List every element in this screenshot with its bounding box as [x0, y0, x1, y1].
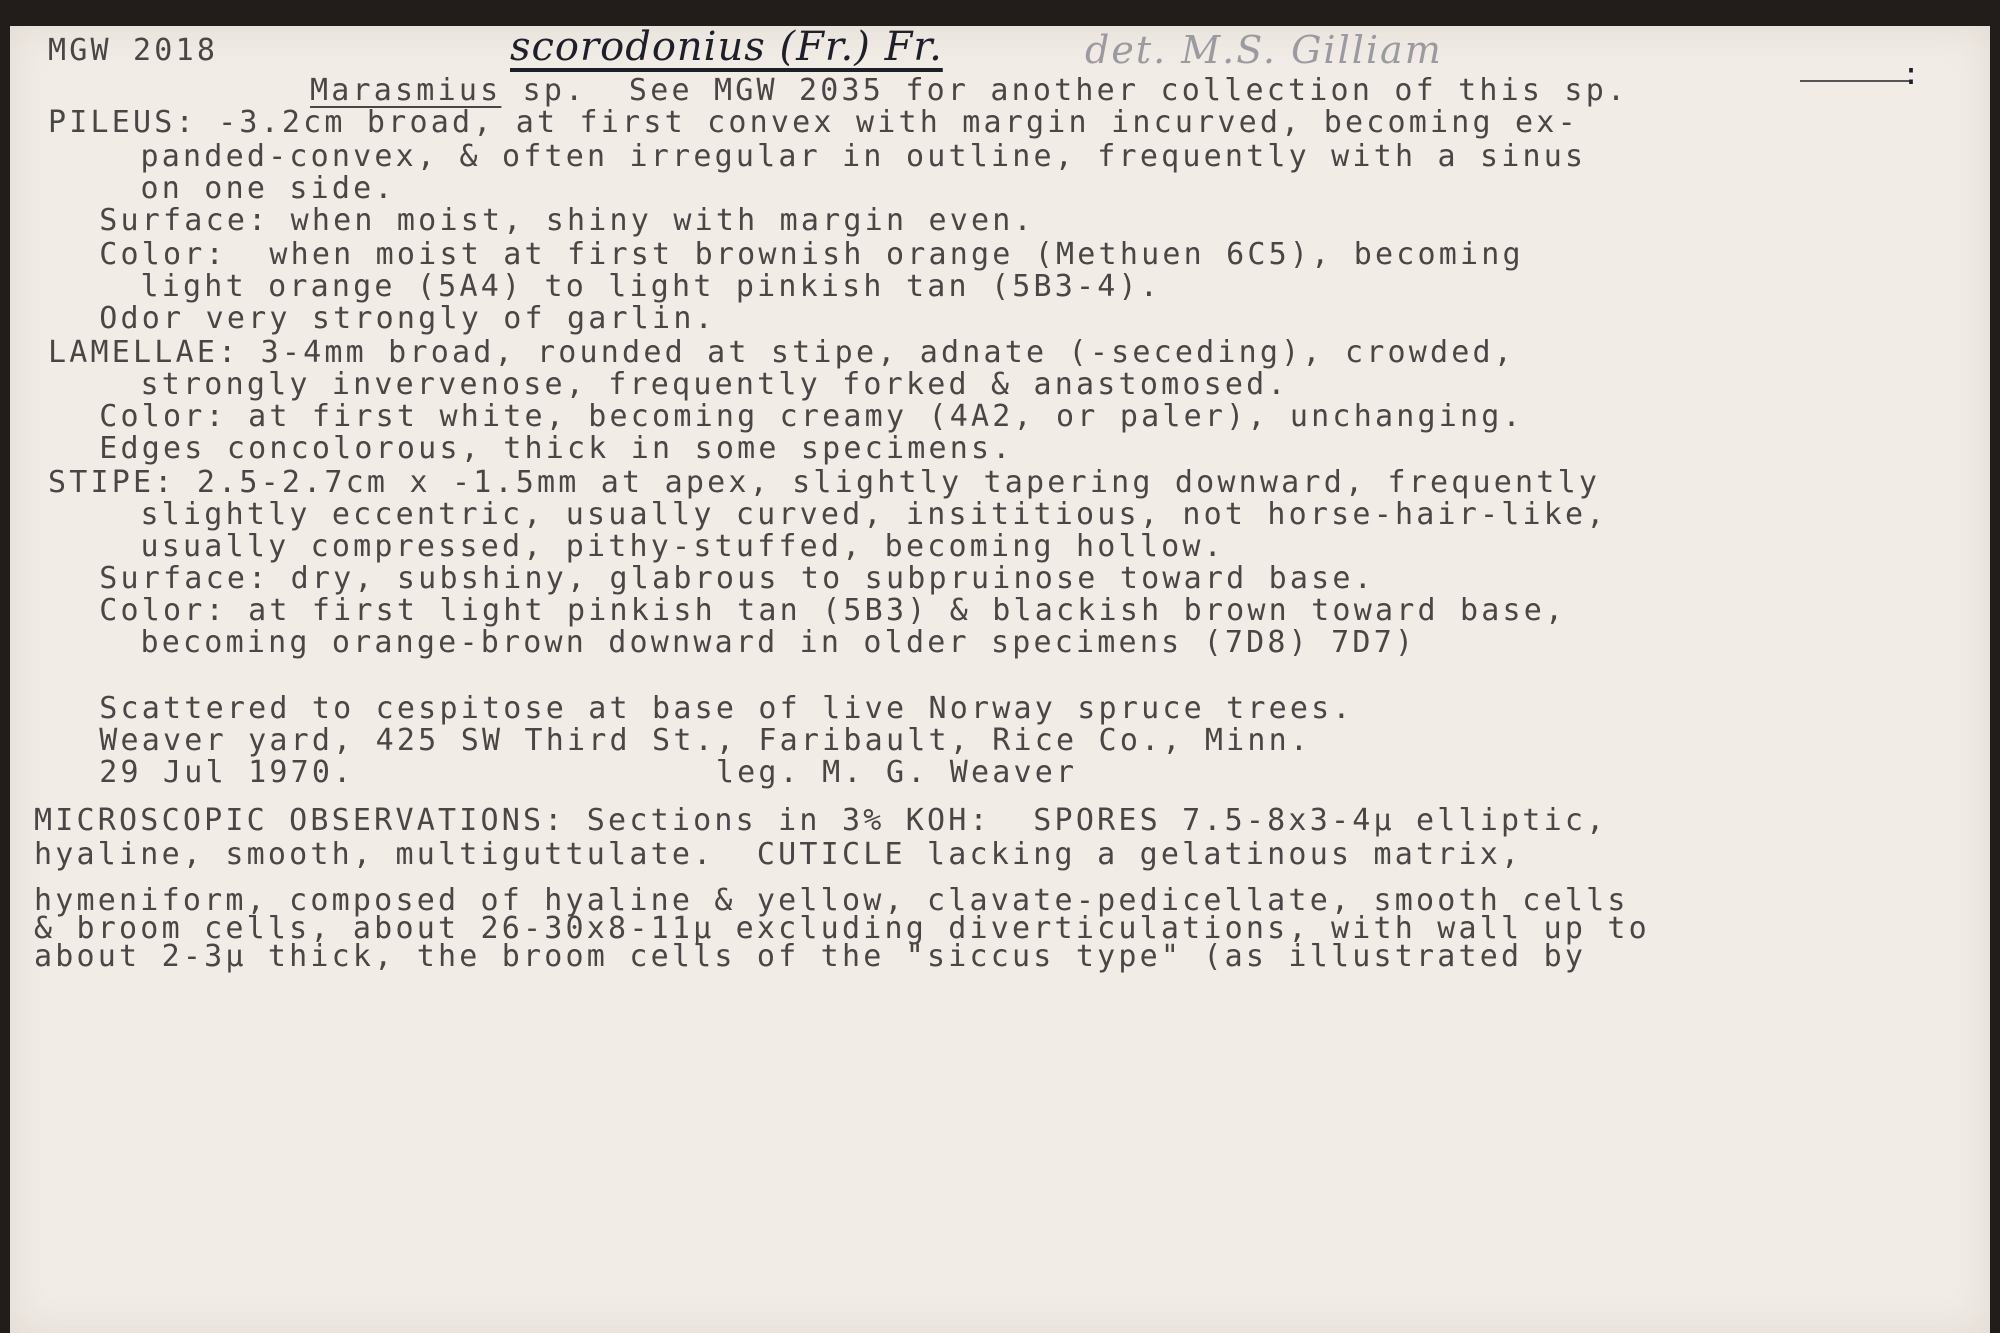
pileus-line: light orange (5A4) to light pinkish tan (5B3-4). — [98, 269, 1162, 304]
pileus-line: Color: when moist at first brownish orange (Methuen 6C5), becoming — [78, 237, 1524, 272]
stipe-line: becoming orange-brown downward in older specimens (7D8) 7D7) — [98, 625, 1417, 660]
stipe-line: slightly eccentric, usually curved, insititious, not horse-hair-like, — [98, 497, 1608, 532]
stipe-line: Color: at first light pinkish tan (5B3) & blackish brown toward base, — [78, 593, 1567, 628]
locality-line: Weaver yard, 425 SW Third St., Faribault, Rice Co., Minn. — [78, 723, 1312, 758]
pileus-line: Odor very strongly of garlin. — [78, 301, 716, 336]
stipe-line: Surface: dry, subshiny, glabrous to subpruinose toward base. — [78, 561, 1375, 596]
habitat-line: Scattered to cespitose at base of live Norway spruce trees. — [78, 691, 1354, 726]
lamellae-line: strongly invervenose, frequently forked & anastomosed. — [98, 367, 1289, 402]
stipe-line: STIPE: 2.5-2.7cm x -1.5mm at apex, slightly tapering downward, frequently — [48, 465, 1601, 500]
pileus-line: on one side. — [98, 171, 396, 206]
collection-number: MGW 2018 — [48, 33, 219, 68]
microscopic-line: hymeniform, composed of hyaline & yellow, clavate-pedicellate, smooth cells — [34, 883, 1629, 918]
lamellae-line: Edges concolorous, thick in some specimens. — [78, 431, 1014, 466]
corner-dash — [1800, 80, 1910, 82]
lamellae-line: LAMELLAE: 3-4mm broad, rounded at stipe, adnate (-seceding), crowded, — [48, 335, 1516, 370]
title-line — [310, 74, 1628, 108]
handwritten-epithet: scorodonius (Fr.) Fr. — [510, 24, 943, 70]
date-collector-line: 29 Jul 1970. leg. M. G. Weaver — [78, 755, 1078, 790]
microscopic-line: MICROSCOPIC OBSERVATIONS: Sections in 3% KOH: SPORES 7.5-8x3-4µ elliptic, — [34, 803, 1608, 838]
pileus-line: panded-convex, & often irregular in outline, frequently with a sinus — [98, 139, 1587, 174]
microscopic-line: hyaline, smooth, multiguttulate. CUTICLE lacking a gelatinous matrix, — [34, 837, 1523, 872]
pileus-line: PILEUS: -3.2cm broad, at first convex with margin incurved, becoming ex- — [48, 105, 1579, 140]
handwritten-determiner: det. M.S. Gilliam — [1085, 28, 1443, 72]
stipe-line: usually compressed, pithy-stuffed, becoming hollow. — [98, 529, 1225, 564]
lamellae-line: Color: at first white, becoming creamy (4A2, or paler), unchanging. — [78, 399, 1524, 434]
microscopic-line: & broom cells, about 26-30x8-11µ excluding diverticulations, with wall up to — [34, 911, 1650, 946]
specimen-card — [10, 26, 1990, 1333]
genus-name: Marasmius — [310, 73, 502, 108]
microscopic-line: about 2-3µ thick, the broom cells of the "siccus type" (as illustrated by — [34, 939, 1587, 974]
title-rest: sp. See MGW 2035 for another collection of this sp. — [501, 73, 1629, 108]
pileus-line: Surface: when moist, shiny with margin even. — [78, 203, 1035, 238]
corner-mark: : — [1902, 57, 1924, 92]
